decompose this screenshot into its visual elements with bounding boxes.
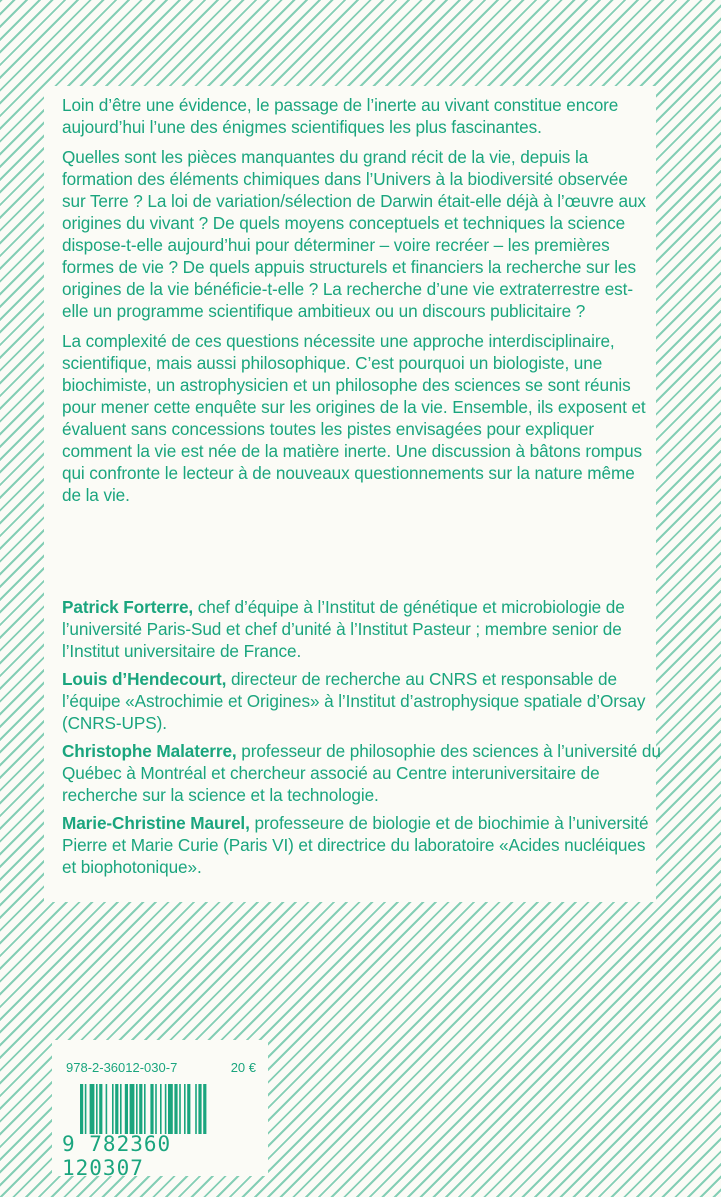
- barcode-bar: [80, 1084, 83, 1134]
- barcode-bar: [174, 1084, 177, 1134]
- barcode-bar: [139, 1084, 142, 1134]
- author-entry: [62, 740, 662, 806]
- author-bio: directeur de recherche au CNRS et responsable de l’équipe «Astrochimie et Origines» à l’Institut d’astrophysique spatiale d’Orsay (CNRS-UPS).: [62, 669, 646, 733]
- barcode-bar: [106, 1084, 108, 1134]
- barcode-bar: [90, 1084, 95, 1134]
- description-paragraph-2: Quelles sont les pièces manquantes du grand récit de la vie, depuis la formation des éléments chimiques dans l’Univers à la biodiversité observée sur Terre ? La loi de variation/sélection de Darwin était-elle déjà à l’œuvre aux origines du vivant ? De quels moyens conceptuels et techniques la science dispose-t-elle aujourd’hui pour déterminer – voire recréer – les premières formes de vie ? De quels appuis structurels et financiers la recherche sur les origines de la vie bénéficie-t-elle ? La recherche d’une vie extraterrestre est-elle un programme scientifique ambitieux ou un discours publicitaire ?: [62, 147, 646, 321]
- barcode-bar: [150, 1084, 153, 1134]
- author-entry: [62, 596, 662, 662]
- barcode-bar: [179, 1084, 181, 1134]
- isbn-number: 978-2-36012-030-7: [66, 1060, 178, 1075]
- barcode-bars: [80, 1084, 256, 1134]
- barcode-bar: [120, 1084, 122, 1134]
- author-entry: [62, 812, 662, 878]
- author-bio: chef d’équipe à l’Institut de génétique et microbiologie de l’université Paris-Sud et chef d’unité à l’Institut Pasteur ; membre senior de l’Institut universitaire de France.: [62, 597, 625, 661]
- barcode-bar: [160, 1084, 162, 1134]
- author-entry: [62, 668, 662, 734]
- barcode-bar: [155, 1084, 157, 1134]
- barcode-bar: [136, 1084, 138, 1134]
- isbn-line: [66, 1060, 256, 1075]
- barcode-digits: 9 782360 120307: [62, 1132, 172, 1180]
- barcode-bar: [112, 1084, 114, 1134]
- author-bio: professeur de philosophie des sciences à l’université du Québec à Montréal et chercheur associé au Centre interuniversitaire de recherche sur la science et la technologie.: [62, 741, 661, 805]
- barcode-bar: [198, 1084, 201, 1134]
- barcode-bar: [165, 1084, 167, 1134]
- barcode-bar: [184, 1084, 186, 1134]
- barcode-bar: [125, 1084, 128, 1134]
- description-paragraph-3: La complexité de ces questions nécessite une approche interdisciplinaire, scientifique, mais aussi philosophique. C’est pourquoi un biologiste, une biochimiste, un astrophysicien et un philosophe des sciences se sont réunis pour mener cette enquête sur les origines de la vie. Ensemble, ils exposent et évaluent sans concessions toutes les pistes envisagées pour expliquer comment la vie est née de la matière inerte. Une discussion à bâtons rompus qui confronte le lecteur à de nouveaux questionnements sur la nature même de la vie.: [62, 331, 646, 505]
- barcode-bar: [85, 1084, 87, 1134]
- description: [62, 94, 652, 514]
- price: 20 €: [230, 1060, 256, 1075]
- author-name: Louis d’Hendecourt,: [62, 669, 227, 689]
- description-paragraph-1: Loin d’être une évidence, le passage de l’inerte au vivant constitue encore aujourd’hui l’une des énigmes scientifiques les plus fascinantes.: [62, 95, 619, 137]
- author-list: [62, 596, 662, 884]
- barcode-bar: [144, 1084, 146, 1134]
- barcode-bar: [115, 1084, 118, 1134]
- barcode-bar: [99, 1084, 102, 1134]
- barcode-bar: [130, 1084, 135, 1134]
- author-bio: professeure de biologie et de biochimie à l’université Pierre et Marie Curie (Paris VI) et directrice du laboratoire «Acides nucléiques et biophotonique».: [62, 813, 649, 877]
- author-name: Marie-Christine Maurel,: [62, 813, 250, 833]
- author-name: Patrick Forterre,: [62, 597, 194, 617]
- barcode-bar: [168, 1084, 173, 1134]
- barcode-bar: [96, 1084, 98, 1134]
- barcode-bar: [187, 1084, 190, 1134]
- barcode-bar: [195, 1084, 197, 1134]
- barcode-bar: [203, 1084, 206, 1134]
- author-name: Christophe Malaterre,: [62, 741, 237, 761]
